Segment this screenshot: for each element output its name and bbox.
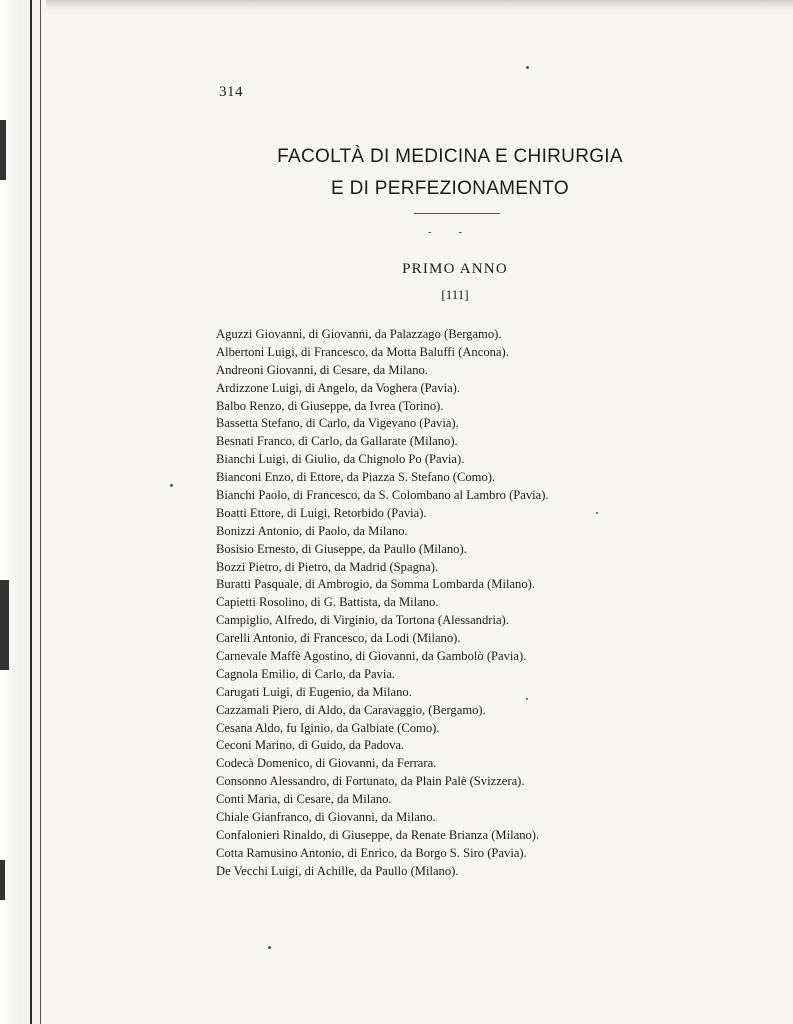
student-entry: Bosisio Ernesto, di Giuseppe, da Paullo (Milano). (216, 541, 467, 556)
student-entry: Consonno Alessandro, di Fortunato, da Plain Palè (Svizzera). (216, 774, 525, 789)
faculty-title-line-1: FACOLTÀ DI MEDICINA E CHIRURGIA (277, 146, 623, 167)
student-entry: Bonizzi Antonio, di Paolo, da Milano. (216, 523, 408, 538)
student-entry: Balbo Renzo, di Giuseppe, da Ivrea (Torino). (216, 398, 444, 413)
binding-shadow-line-thin (40, 0, 41, 1024)
binding-shadow-line (30, 0, 32, 1024)
student-entry: Albertoni Luigi, di Francesco, da Motta Baluffi (Ancona). (216, 344, 509, 359)
student-entry: Cotta Ramusino Antonio, di Enrico, da Borgo S. Siro (Pavia). (216, 845, 527, 860)
student-entry: Campiglio, Alfredo, di Virginio, da Tortona (Alessandria). (216, 613, 509, 628)
student-entry: Besnati Franco, di Carlo, da Gallarate (Milano). (216, 434, 458, 449)
student-entry: Codecà Domenico, di Giovanni, da Ferrara. (216, 756, 437, 771)
binding-mark (0, 580, 9, 670)
section-count: [111] (441, 287, 469, 302)
faculty-title-line-2: E DI PERFEZIONAMENTO (331, 178, 569, 199)
student-entry: Cazzamali Piero, di Aldo, da Caravaggio, (Bergamo). (216, 702, 486, 717)
student-entry: Ceconi Marino, di Guido, da Padova. (216, 738, 405, 753)
student-entry: Andreoni Giovanni, di Cesare, da Milano. (216, 362, 428, 377)
scan-speck (526, 66, 529, 69)
student-entry: Boatti Ettore, di Luigi, Retorbido (Pavia). (216, 505, 427, 520)
student-entry: Cesana Aldo, fu Iginio, da Galbiate (Como). (216, 720, 440, 735)
student-entry: Bozzi Pietro, di Pietro, da Madrid (Spagna). (216, 559, 439, 574)
binding-mark (0, 120, 6, 180)
scan-top-edge (0, 0, 793, 10)
student-entry: Confalonieri Rinaldo, di Giuseppe, da Renate Brianza (Milano). (216, 827, 540, 842)
student-list (216, 326, 686, 881)
scan-speck (596, 512, 598, 514)
student-entry: Bianchi Luigi, di Giulio, da Chignolo Po (Pavia). (216, 452, 465, 467)
student-entry: Bianchi Paolo, di Francesco, da S. Colombano al Lambro (Pavia). (216, 488, 549, 503)
student-entry: Buratti Pasquale, di Ambrogio, da Somma Lombarda (Milano). (216, 577, 535, 592)
student-entry: Conti Maria, di Cesare, da Milano. (216, 792, 392, 807)
student-entry: Cagnola Emilio, di Carlo, da Pavia. (216, 666, 396, 681)
student-entry: Carelli Antonio, di Francesco, da Lodi (Milano). (216, 631, 461, 646)
student-entry: Bassetta Stefano, di Carlo, da Vigevano (Pavia). (216, 416, 459, 431)
student-entry: De Vecchi Luigi, di Achille, da Paullo (Milano). (216, 863, 459, 878)
binding-mark (0, 860, 5, 900)
section-title: PRIMO ANNO (402, 261, 508, 277)
student-entry: Carnevale Maffè Agostino, di Giovanni, da Gambolò (Pavia). (216, 649, 527, 664)
student-entry: Capietti Rosolino, di G. Battista, da Milano. (216, 595, 439, 610)
student-entry: Chiale Gianfranco, di Giovanni, da Milano. (216, 810, 436, 825)
student-entry: Bianconi Enzo, di Ettore, da Piazza S. Stefano (Como). (216, 470, 496, 485)
title-rule (414, 213, 500, 214)
scan-speck (268, 946, 271, 949)
scan-speck (526, 698, 528, 700)
student-entry: Carugati Luigi, di Eugenio, da Milano. (216, 684, 412, 699)
page-number: 314 (219, 84, 243, 100)
scan-speck (170, 484, 173, 487)
student-entry: Ardizzone Luigi, di Angelo, da Voghera (Pavia). (216, 380, 461, 395)
student-entry: Aguzzi Giovanni, di Giovanni, da Palazzago (Bergamo). (216, 327, 502, 341)
title-ornament: - - (428, 226, 475, 238)
